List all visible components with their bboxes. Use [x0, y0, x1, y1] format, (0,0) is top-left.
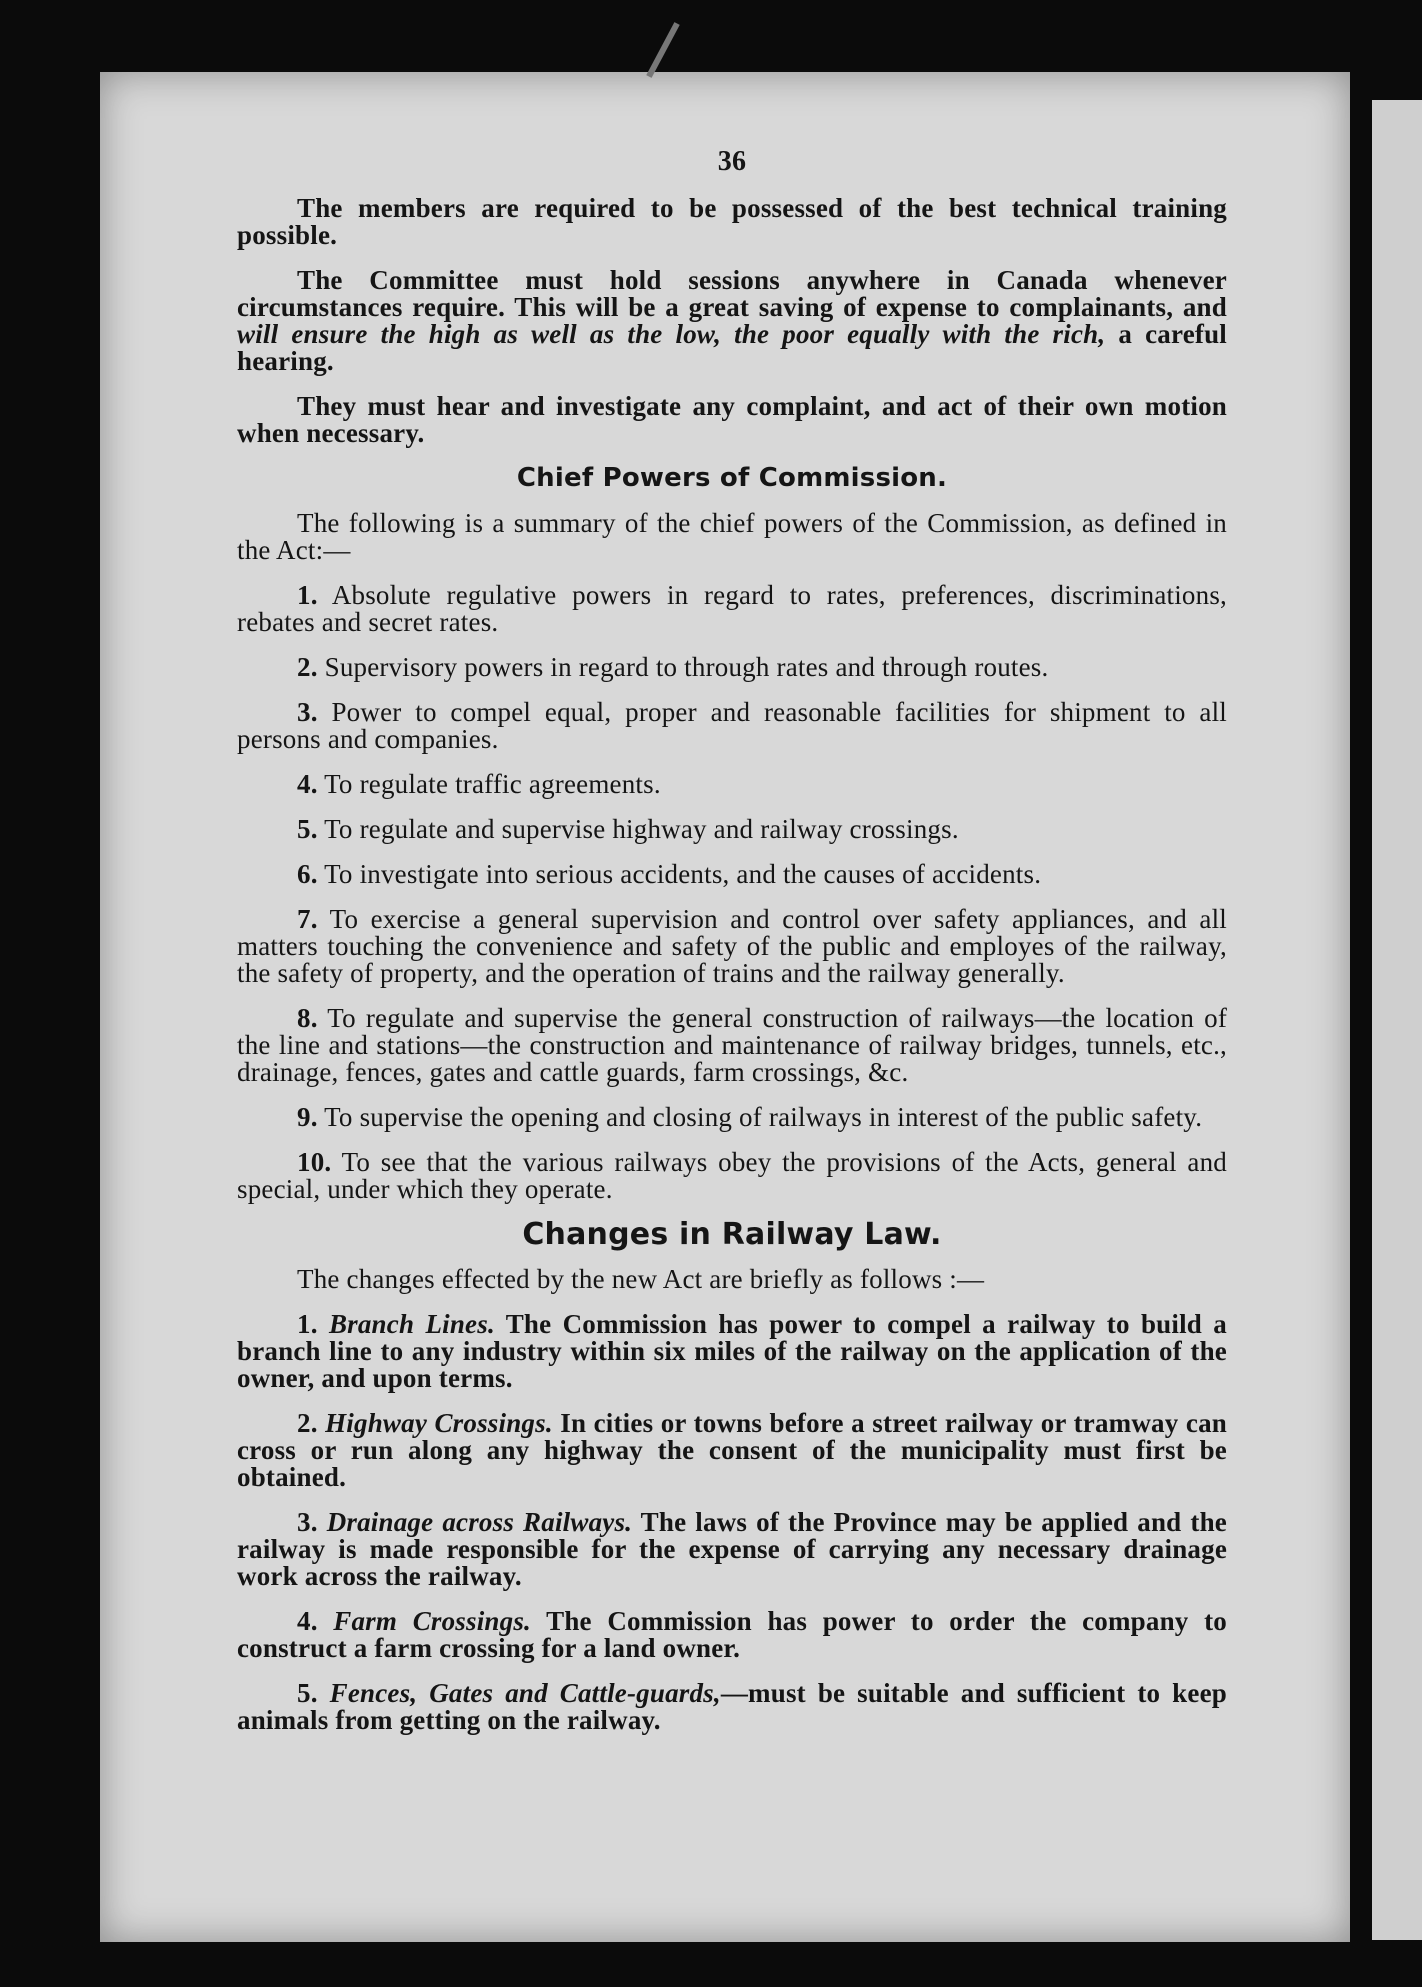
item-title: Highway Crossings. [325, 1408, 553, 1438]
item-text: The Commission has power to compel a railway to build a branch line to any industry within six miles of the railway on the application of the owner, and upon terms. [237, 1309, 1227, 1393]
item-text: The Commission has power to order the company to construct a farm crossing for a land owner. [237, 1606, 1227, 1663]
changes-intro: The changes effected by the new Act are briefly as follows :— [297, 1264, 985, 1294]
power-item [237, 1149, 1227, 1203]
item-text: To regulate traffic agreements. [324, 769, 661, 799]
adjacent-page-strip [1372, 100, 1422, 1940]
item-text: The laws of the Province may be applied and the railway is made responsible for the expense of carrying any necessary drainage work across the railway. [237, 1507, 1227, 1591]
item-number: 2. [297, 1408, 318, 1438]
item-number: 4. [297, 769, 318, 799]
item-text: —must be suitable and sufficient to keep animals from getting on the railway. [237, 1678, 1227, 1735]
power-item [237, 1005, 1227, 1086]
item-text: To exercise a general supervision and control over safety appliances, and all matters touching the convenience and safety of the public and employes of the railway, the safety of property, and the operation of trains and the railway generally. [237, 904, 1227, 988]
powers-intro: The following is a summary of the chief powers of the Commission, as defined in the Act:— [237, 508, 1227, 565]
change-item [237, 1311, 1227, 1392]
intro-italic-text: will ensure the high as well as the low, the poor equally with the rich, [237, 319, 1106, 349]
change-item [237, 1509, 1227, 1590]
intro-text: The Committee must hold sessions anywhere in Canada whenever circumstances require. This will be a great saving of expense to complainants, and [237, 265, 1227, 322]
item-number: 1. [297, 580, 318, 610]
changes-list [237, 1311, 1227, 1734]
change-item [237, 1608, 1227, 1662]
powers-list [237, 582, 1227, 1203]
item-text: Power to compel equal, proper and reasonable facilities for shipment to all persons and companies. [237, 697, 1227, 754]
powers-heading: Chief Powers of Commission. [516, 463, 948, 493]
power-item [237, 1104, 1227, 1131]
power-item [237, 654, 1227, 681]
item-number: 5. [297, 1678, 318, 1708]
item-number: 7. [297, 904, 318, 934]
item-number: 10. [297, 1147, 332, 1177]
item-number: 3. [297, 697, 318, 727]
item-number: 1. [297, 1309, 318, 1339]
change-item [237, 1680, 1227, 1734]
intro-paragraph-2 [237, 267, 1227, 375]
item-number: 8. [297, 1003, 318, 1033]
item-title: Fences, Gates and Cattle-guards, [329, 1678, 721, 1708]
intro-text: a careful hearing. [237, 319, 1227, 376]
item-title: Farm Crossings. [333, 1606, 531, 1636]
power-item [237, 816, 1227, 843]
item-title: Drainage across Railways. [326, 1507, 633, 1537]
item-text: To regulate and supervise the general construction of railways—the location of the line and stations—the construction and maintenance of railway bridges, tunnels, etc., drainage, fences, gates and cattle guards, farm crossings, &c. [237, 1003, 1228, 1087]
power-item [237, 699, 1227, 753]
power-item [237, 906, 1227, 987]
power-item [237, 861, 1227, 888]
item-text: To supervise the opening and closing of railways in interest of the public safety. [324, 1102, 1203, 1132]
intro-paragraph-1: The members are required to be possessed of the best technical training possible. [237, 193, 1227, 250]
item-text: To see that the various railways obey the provisions of the Acts, general and special, under which they operate. [237, 1147, 1228, 1204]
power-item [237, 771, 1227, 798]
item-text: In cities or towns before a street railway or tramway can cross or run along any highway the consent of the municipality must first be obtained. [237, 1408, 1227, 1492]
item-number: 6. [297, 859, 318, 889]
item-text: To regulate and supervise highway and railway crossings. [324, 814, 959, 844]
item-text: To investigate into serious accidents, and the causes of accidents. [324, 859, 1042, 889]
intro-paragraph-3: They must hear and investigate any complaint, and act of their own motion when necessary. [237, 391, 1227, 448]
power-item [237, 582, 1227, 636]
item-number: 2. [297, 652, 318, 682]
scan-mark [646, 22, 679, 78]
item-text: Supervisory powers in regard to through rates and through routes. [324, 652, 1049, 682]
item-number: 3. [297, 1507, 318, 1537]
item-number: 5. [297, 814, 318, 844]
item-text: Absolute regulative powers in regard to rates, preferences, discriminations, rebates and secret rates. [237, 580, 1227, 637]
item-number: 4. [297, 1606, 318, 1636]
changes-heading: Changes in Railway Law. [522, 1217, 942, 1252]
change-item [237, 1410, 1227, 1491]
page-number: 36 [717, 146, 747, 177]
item-title: Branch Lines. [328, 1309, 495, 1339]
item-number: 9. [297, 1102, 318, 1132]
page-content [237, 148, 1227, 1752]
